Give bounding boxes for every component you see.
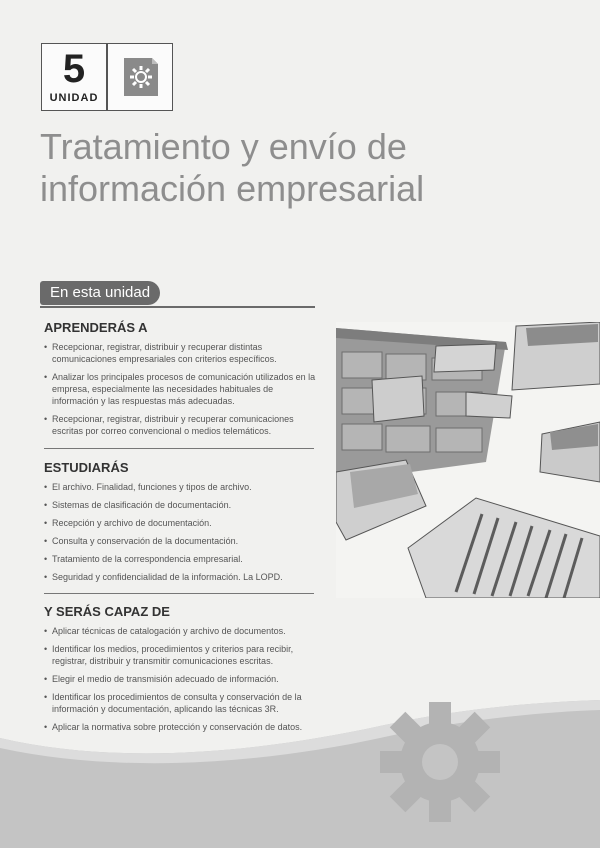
list-item: • Elegir el medio de transmisión adecuado de información. [44, 673, 316, 685]
list-item: • Recepción y archivo de documentación. [44, 517, 316, 529]
unit-label: UNIDAD [49, 92, 99, 104]
seras-capaz-heading: Y SERÁS CAPAZ DE [44, 604, 170, 619]
gear-document-icon [122, 56, 160, 98]
estudiaras-heading: ESTUDIARÁS [44, 460, 129, 475]
divider [44, 593, 314, 594]
section-tag: En esta unidad [40, 281, 160, 305]
list-item: • Consulta y conservación de la documentación. [44, 535, 316, 547]
divider [44, 448, 314, 449]
unit-icon-box [107, 43, 173, 111]
list-item: • Aplicar la normativa sobre protección y conservación de datos. [44, 721, 316, 733]
list-item: • Recepcionar, registrar, distribuir y recuperar distintas comunicaciones empresariales con criterios específicos. [44, 341, 316, 365]
list-item: • Recepcionar, registrar, distribuir y recuperar comunicaciones escritas por correo convencional o medios telemáticos. [44, 413, 316, 437]
gear-icon [380, 702, 500, 822]
list-item: • Aplicar técnicas de catalogación y archivo de documentos. [44, 625, 316, 637]
page-title [40, 126, 560, 210]
estudiaras-section [44, 460, 316, 589]
decorative-wave [0, 700, 600, 848]
list-item: • El archivo. Finalidad, funciones y tipos de archivo. [44, 481, 316, 493]
filing-cabinets-photo [336, 322, 600, 598]
list-item: • Sistemas de clasificación de documentación. [44, 499, 316, 511]
title-line-1: Tratamiento y envío de [40, 126, 407, 167]
aprenderas-section [44, 320, 316, 443]
list-item: • Identificar los procedimientos de consulta y conservación de la información y documentación, aplicando las técnicas 3R. [44, 691, 316, 715]
section-tag-rule [40, 306, 315, 308]
unit-number-box [41, 43, 107, 111]
list-item: • Analizar los principales procesos de comunicación utilizados en la empresa, especialmente las necesidades habituales de información y las respuestas más adecuadas. [44, 371, 316, 407]
aprenderas-heading: APRENDERÁS A [44, 320, 148, 335]
unit-number: 5 [62, 47, 86, 91]
title-line-2: información empresarial [40, 168, 425, 209]
list-item: • Tratamiento de la correspondencia empresarial. [44, 553, 316, 565]
list-item: • Identificar los medios, procedimientos y criterios para recibir, registrar, distribuir y transmitir comunicaciones escritas. [44, 643, 316, 667]
list-item: • Seguridad y confidencialidad de la información. La LOPD. [44, 571, 316, 583]
